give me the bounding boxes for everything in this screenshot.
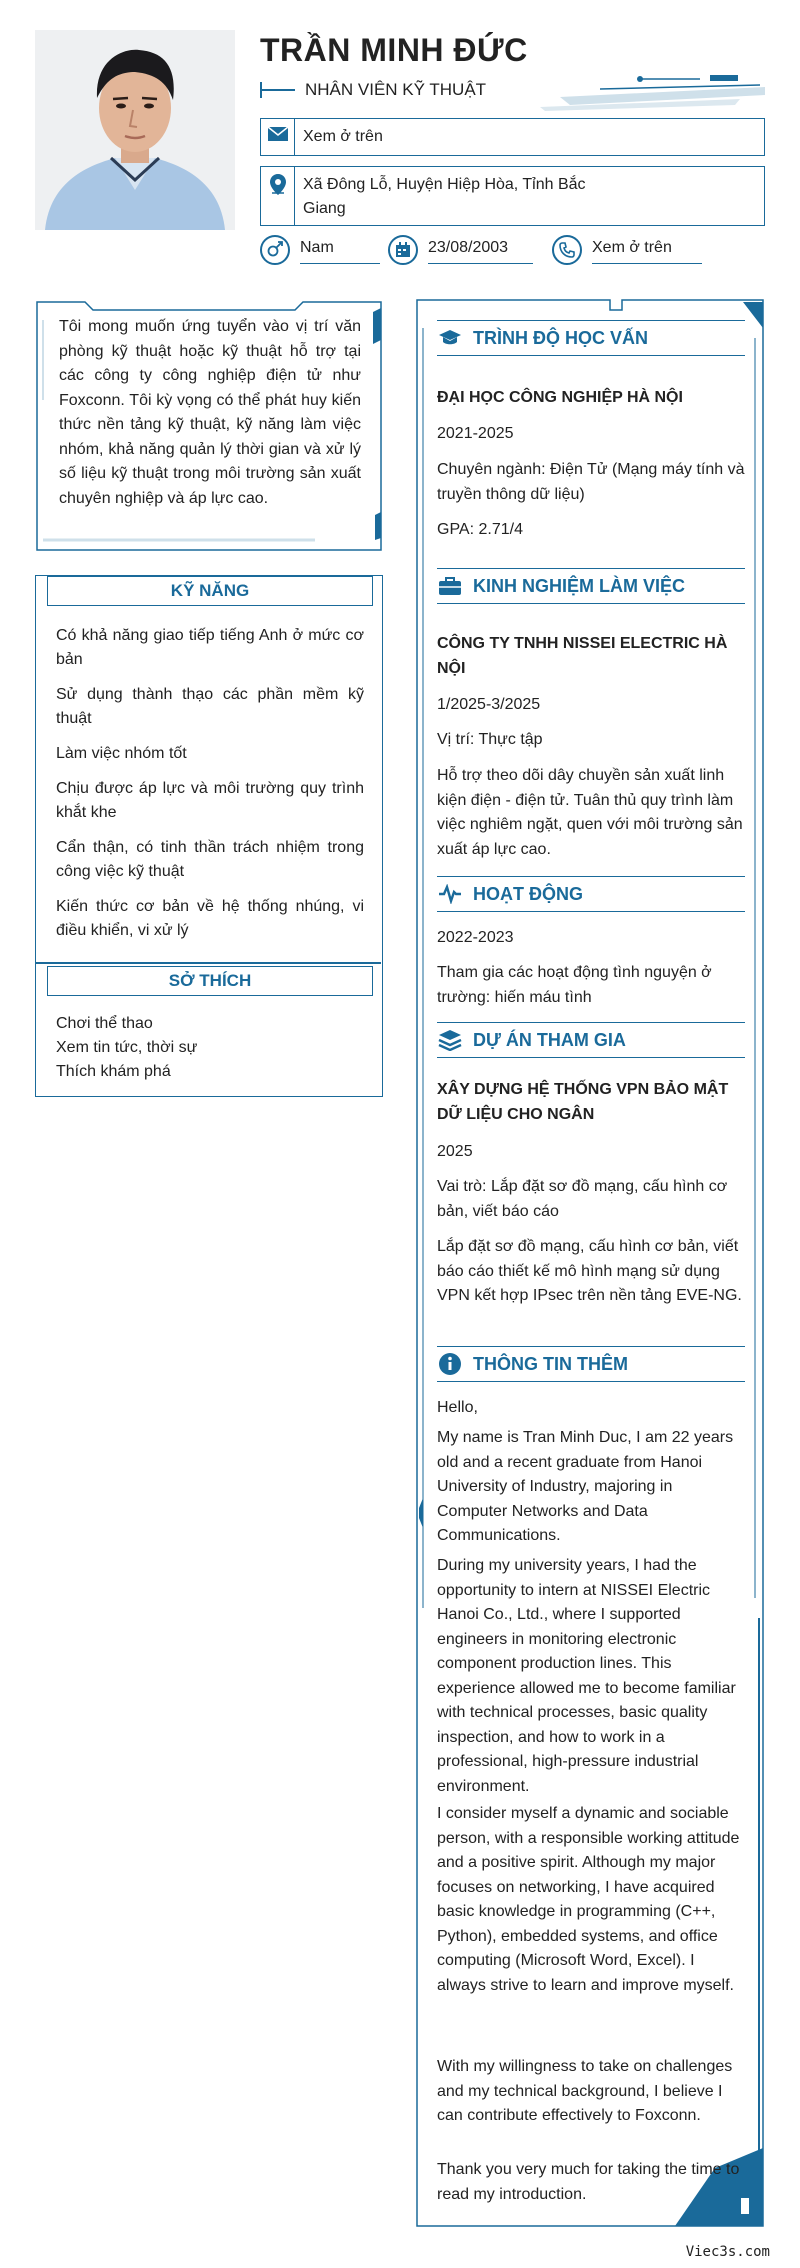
activities-period: 2022-2023 <box>437 929 514 946</box>
candidate-name: TRẦN MINH ĐỨC <box>260 32 528 68</box>
gender-icon <box>260 235 290 265</box>
additional-paragraph: I consider myself a dynamic and sociable person, with a responsible working attitude and a positive spirit. Although my major focuses on networking, I have acquired basic knowledge in programming (C++, Python), embedded systems, and office computing (Microsoft Word, Excel). I always strive to learn and improve myself. <box>437 1805 740 1994</box>
experience-position: Vị trí: Thực tập <box>437 731 543 748</box>
activities-description: Tham gia các hoạt động tình nguyện ở trường: hiến máu tình <box>437 964 712 1006</box>
project-description: Lắp đặt sơ đồ mạng, cấu hình cơ bản, viết báo cáo thiết kế mô hình mạng sử dụng VPN kết hợp IPsec trên nền tảng EVE-NG. <box>437 1238 742 1304</box>
skill-item: Sử dụng thành thạo các phần mềm kỹ thuật <box>56 686 364 727</box>
calendar-icon <box>388 235 418 265</box>
phone-icon <box>552 235 582 265</box>
skill-item: Chịu được áp lực và môi trường quy trình khắt khe <box>56 780 364 821</box>
objective-text: Tôi mong muốn ứng tuyển vào vị trí văn phòng kỹ thuật hoặc kỹ thuật hỗ trợ tại các công ty công nghiệp điện tử như Foxconn. Tôi kỳ vọng có thể phát huy kiến thức nền tảng kỹ thuật, kỹ năng làm việc nhóm, khả năng quản lý thời gian và xử lý số liệu kỹ thuật trong môi trường sản xuất chuyên nghiệp và áp lực cao. <box>59 318 361 507</box>
phone-value: Xem ở trên <box>592 239 702 264</box>
birthday-value: 23/08/2003 <box>428 239 533 264</box>
pulse-icon <box>437 881 463 907</box>
projects-header <box>437 1022 745 1058</box>
additional-info-header <box>437 1346 745 1382</box>
footer-brand: Viec3s.com <box>685 2244 770 2260</box>
role-tick-decoration <box>260 82 295 98</box>
address-value: Xã Đông Lỗ, Huyện Hiệp Hòa, Tỉnh Bắc Giang <box>303 176 586 217</box>
education-major: Chuyên ngành: Điện Tử (Mạng máy tính và truyền thông dữ liệu) <box>437 461 745 503</box>
objective-panel <box>35 300 383 552</box>
project-role: Vai trò: Lắp đặt sơ đồ mạng, cấu hình cơ bản, viết báo cáo <box>437 1178 728 1220</box>
education-header <box>437 320 745 356</box>
gender-field <box>260 235 380 265</box>
role-line <box>260 80 486 100</box>
address-box <box>260 166 765 226</box>
hobby-item: Thích khám phá <box>56 1063 171 1080</box>
email-value: Xem ở trên <box>303 128 383 145</box>
phone-field <box>552 235 702 265</box>
gender-value: Nam <box>300 239 380 264</box>
additional-info-title: THÔNG TIN THÊM <box>473 1353 628 1374</box>
project-year: 2025 <box>437 1143 473 1160</box>
education-period: 2021-2025 <box>437 425 514 442</box>
skills-title: KỸ NĂNG <box>47 576 373 606</box>
layers-icon <box>437 1027 463 1053</box>
experience-company: CÔNG TY TNHH NISSEI ELECTRIC HÀ NỘI <box>437 635 728 677</box>
education-school: ĐẠI HỌC CÔNG NGHIỆP HÀ NỘI <box>437 389 683 406</box>
skill-item: Cẩn thận, có tinh thần trách nhiệm trong công việc kỹ thuật <box>56 839 364 880</box>
experience-description: Hỗ trợ theo dõi dây chuyền sản xuất linh kiện điện - điện tử. Tuân thủ quy trình làm việc nghiêm ngặt, quen với môi trường sản xuất áp lực cao. <box>437 767 743 858</box>
skill-item: Làm việc nhóm tốt <box>56 745 187 762</box>
hobby-item: Chơi thể thao <box>56 1015 153 1032</box>
section-divider <box>36 962 381 964</box>
header-decoration <box>540 75 765 111</box>
email-icon-cell <box>261 119 295 155</box>
address-icon-cell <box>261 167 295 225</box>
experience-title: KINH NGHIỆM LÀM VIỆC <box>473 575 686 596</box>
activities-title: HOẠT ĐỘNG <box>473 883 583 904</box>
job-title: NHÂN VIÊN KỸ THUẬT <box>305 80 487 99</box>
hobbies-title: SỞ THÍCH <box>47 966 373 996</box>
email-icon <box>267 125 289 143</box>
project-name: XÂY DỰNG HỆ THỐNG VPN BẢO MẬT DỮ LIỆU CHO NGÂN <box>437 1081 729 1123</box>
experience-header <box>437 568 745 604</box>
additional-paragraph: Hello, <box>437 1399 478 1416</box>
hobby-item: Xem tin tức, thời sự <box>56 1039 198 1056</box>
additional-paragraph: With my willingness to take on challenges and my technical background, I believe I can contribute effectively to Foxconn. <box>437 2058 733 2124</box>
skill-item: Có khả năng giao tiếp tiếng Anh ở mức cơ bản <box>56 627 364 668</box>
experience-period: 1/2025-3/2025 <box>437 696 541 713</box>
main-content-panel <box>415 298 765 2228</box>
additional-paragraph: During my university years, I had the opportunity to intern at NISSEI Electric Hanoi Co., Ltd., where I supported engineers in monitoring electronic component production lines. This experience allowed me to become familiar with technical processes, basic quality inspection, and how to work in a professional, high-pressure industrial environment. <box>437 1557 736 1795</box>
location-pin-icon <box>269 173 287 197</box>
info-circle-icon <box>437 1351 463 1377</box>
additional-paragraph: Thank you very much for taking the time to read my introduction. <box>437 2161 740 2203</box>
birthday-field <box>388 235 533 265</box>
email-box <box>260 118 765 156</box>
additional-paragraph: My name is Tran Minh Duc, I am 22 years old and a recent graduate from Hanoi University of Industry, majoring in Computer Networks and Data Communications. <box>437 1429 734 1544</box>
personal-details-row <box>260 235 765 275</box>
projects-title: DỰ ÁN THAM GIA <box>473 1029 626 1050</box>
activities-header <box>437 876 745 912</box>
skill-item: Kiến thức cơ bản về hệ thống nhúng, vi điều khiển, vi xử lý <box>56 898 364 939</box>
education-gpa: GPA: 2.71/4 <box>437 521 523 538</box>
briefcase-icon <box>437 573 463 599</box>
education-title: TRÌNH ĐỘ HỌC VẤN <box>473 327 648 348</box>
graduation-cap-icon <box>437 325 463 351</box>
skills-hobbies-panel <box>35 575 383 1097</box>
profile-photo <box>35 30 235 230</box>
